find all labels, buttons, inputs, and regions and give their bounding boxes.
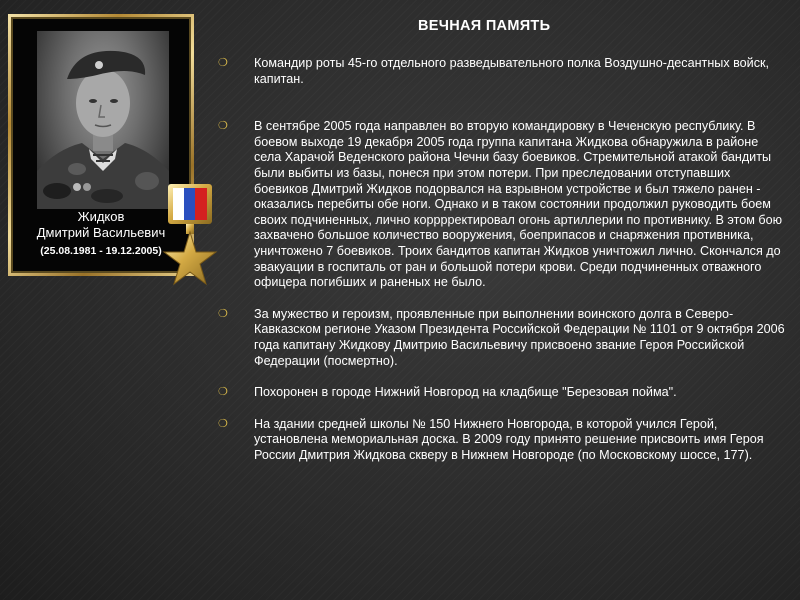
paragraph-burial [218, 385, 788, 401]
circle-bullet-icon: ❍ [218, 386, 228, 399]
paragraph-text: На здании средней школы № 150 Нижнего Новгорода, в которой учился Герой, установлена мемориальная доска. В 2009 году принято решение присвоить имя Героя России Дмитрия Жидкова скверу в Нижнем Новгороде (по Московскому шоссе, 177). [254, 416, 764, 462]
portrait-photo [37, 31, 169, 209]
paragraph-text: За мужество и героизм, проявленные при выполнении воинского долга в Северо-Кавказском регионе Указом Президента Российской Федерации № 1101 от 9 октября 2006 года капитану Жидкову Дмитрию Васильевичу присвоено звание Героя Российской Федерации (посмертно). [254, 306, 785, 368]
circle-bullet-icon: ❍ [218, 417, 228, 430]
page-title: ВЕЧНАЯ ПАМЯТЬ [418, 18, 551, 34]
circle-bullet-icon: ❍ [218, 57, 228, 69]
portrait-surname: Жидков [77, 209, 125, 224]
circle-bullet-icon: ❍ [218, 120, 228, 133]
paragraph-text: В сентябре 2005 года направлен во вторую командировку в Чеченскую республику. В боевом выходе 19 декабря 2005 года группа капитана Жидкова обнаружила в районе села Харачой Веденского района Чечни базу боевиков. Стремительной атакой бандиты были выбиты из базы, понеся при этом потери. При преследовании отступавших боевиков Дмитрий Жидков подорвался на взрывном устройстве и был тяжело ранен - оказались перебиты обе ноги. Однако и в таком состоянии продолжил руководить боем своих подчиненных, лично корррректировал огонь артиллерии по противнику. В этом бою захвачено большое количество вооружения, боеприпасов и снаряжения противника, уничтожено 7 боевиков. Троих бандитов капитан Жидков уничтожил лично. Скончался до эвакуации в госпиталь от ран и большой потери крови. Среди подчиненных отважного офицера погибших и раненых не было. [254, 119, 783, 290]
circle-bullet-icon: ❍ [218, 307, 228, 320]
paragraph-memorial [218, 417, 788, 464]
paragraph-award [218, 307, 788, 369]
paragraph-text: Похоронен в городе Нижний Новгород на кладбище "Березовая пойма". [254, 385, 677, 400]
paragraph-rank [218, 56, 788, 87]
soldier-portrait-image [37, 31, 169, 209]
paragraph-battle [218, 119, 788, 291]
biography-text [218, 56, 788, 479]
hero-medal-icon [162, 180, 218, 290]
paragraph-text: Командир роты 45-го отдельного разведывательного полка Воздушно-десантных войск, капитан. [254, 56, 770, 86]
portrait-fullname: Дмитрий Васильевич [36, 225, 166, 240]
portrait-dates: (25.08.1981 - 19.12.2005) [40, 245, 162, 257]
